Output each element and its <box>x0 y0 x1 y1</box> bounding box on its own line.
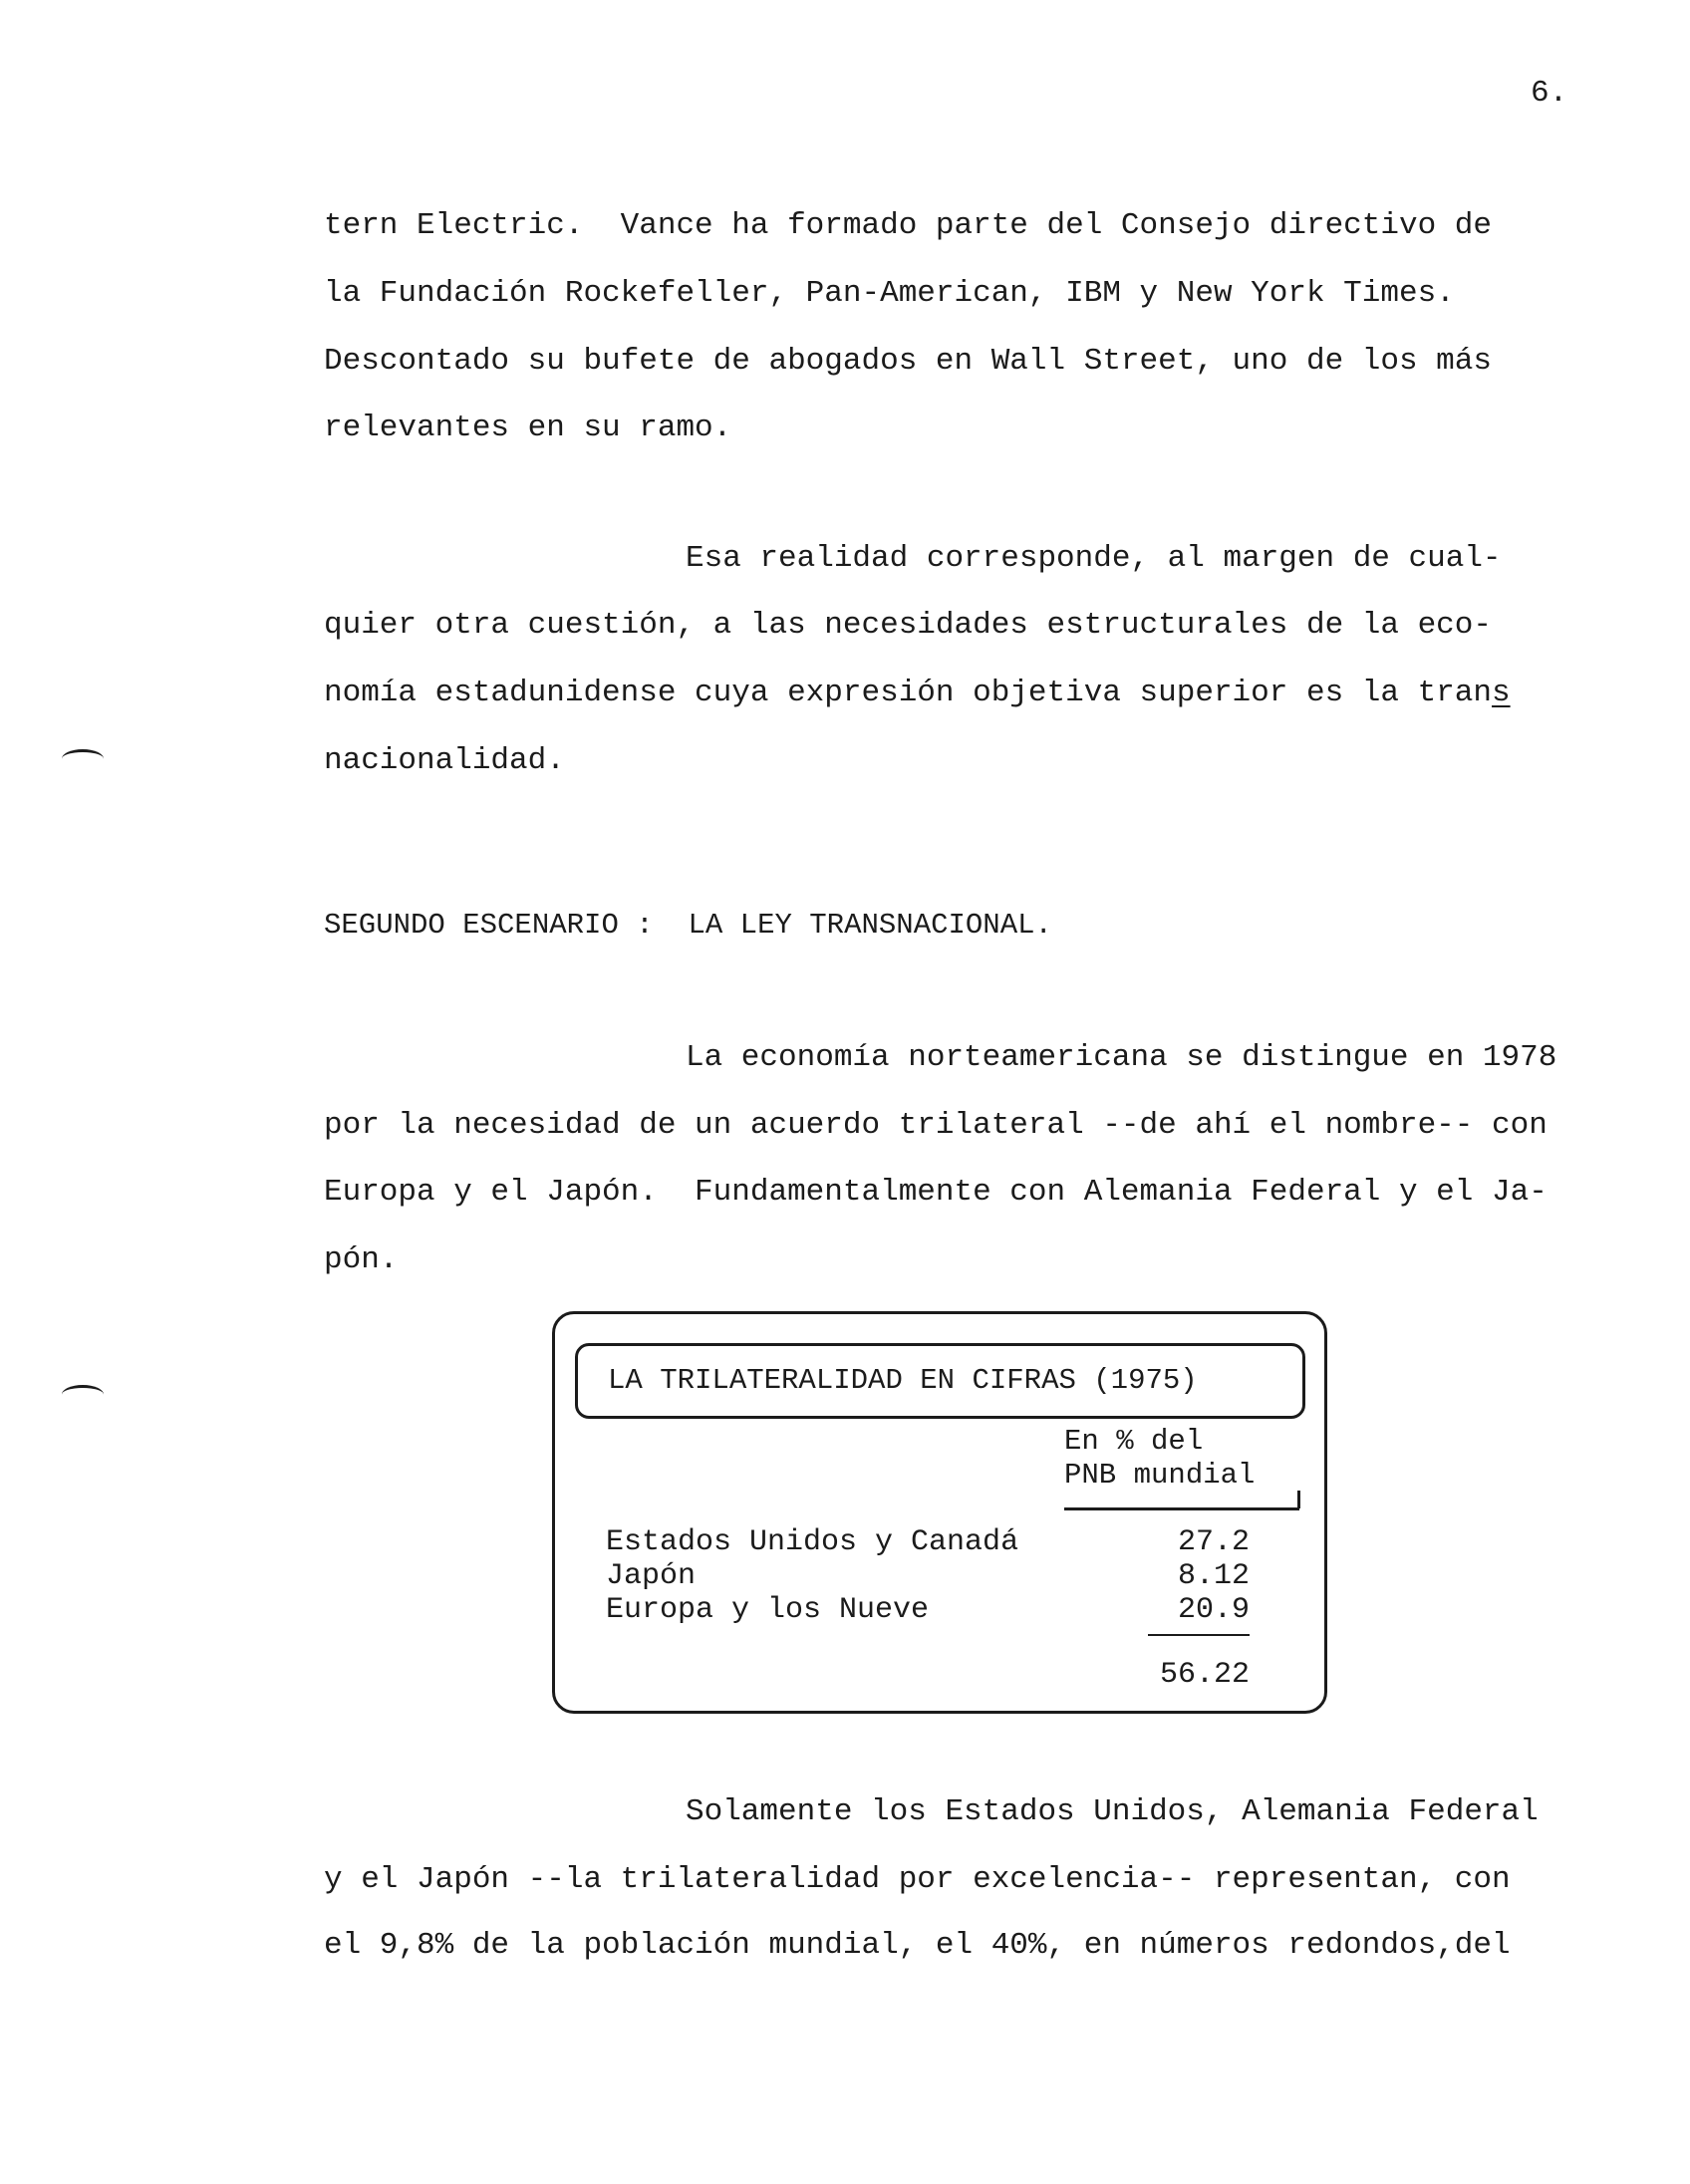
table-row-label: Japón <box>606 1559 697 1593</box>
table-header-rule <box>1064 1507 1299 1510</box>
paragraph-4-line-3: el 9,8% de la población mundial, el 40%, en números redondos,del <box>324 1928 1511 1963</box>
paragraph-2-line-2: quier otra cuestión, a las necesidades estructurales de la eco- <box>324 608 1492 643</box>
paragraph-1-line-3: Descontado su bufete de abogados en Wall Street, uno de los más <box>324 344 1492 379</box>
table-row-value: 27.2 <box>1177 1525 1250 1559</box>
table-row-value: 20.9 <box>1177 1593 1250 1627</box>
table-column-header-line-1: En % del <box>1064 1425 1204 1458</box>
paragraph-1-line-1: tern Electric. Vance ha formado parte del Consejo directivo de <box>324 208 1492 243</box>
margin-punch-mark <box>62 749 104 768</box>
margin-punch-mark <box>62 1385 104 1404</box>
section-heading: SEGUNDO ESCENARIO : LA LEY TRANSNACIONAL. <box>324 909 1052 942</box>
paragraph-4-line-1: Solamente los Estados Unidos, Alemania Federal <box>686 1794 1539 1829</box>
paragraph-3-line-1: La economía norteamericana se distingue en 1978 <box>686 1040 1557 1075</box>
paragraph-2-line-3-text: nomía estadunidense cuya expresión objetiva superior es la tran <box>324 676 1492 710</box>
paragraph-3-line-4: pón. <box>324 1242 399 1277</box>
paragraph-2-line-3 <box>324 674 1511 713</box>
table-total-value: 56.22 <box>1159 1658 1250 1692</box>
table-header-tick <box>1297 1491 1300 1508</box>
table-column-header-line-2: PNB mundial <box>1064 1459 1256 1492</box>
table-sum-rule <box>1148 1634 1250 1636</box>
page-number: 6. <box>1531 76 1568 111</box>
paragraph-3-line-3: Europa y el Japón. Fundamentalmente con Alemania Federal y el Ja- <box>324 1175 1548 1210</box>
paragraph-1-line-2: la Fundación Rockefeller, Pan-American, IBM y New York Times. <box>324 276 1455 311</box>
table-row-value: 8.12 <box>1177 1559 1250 1593</box>
table-title: LA TRILATERALIDAD EN CIFRAS (1975) <box>575 1343 1305 1419</box>
paragraph-4-line-2: y el Japón --la trilateralidad por excelencia-- representan, con <box>324 1862 1511 1897</box>
paragraph-1-line-4: relevantes en su ramo. <box>324 410 732 445</box>
paragraph-2-line-4: nacionalidad. <box>324 743 565 778</box>
paragraph-2-line-1: Esa realidad corresponde, al margen de cual- <box>686 541 1502 576</box>
paragraph-3-line-2: por la necesidad de un acuerdo trilateral --de ahí el nombre-- con <box>324 1108 1548 1143</box>
table-row-label: Europa y los Nueve <box>606 1593 930 1627</box>
underlined-hyphen-letter: s <box>1492 676 1511 710</box>
table-row-label: Estados Unidos y Canadá <box>606 1525 1019 1559</box>
